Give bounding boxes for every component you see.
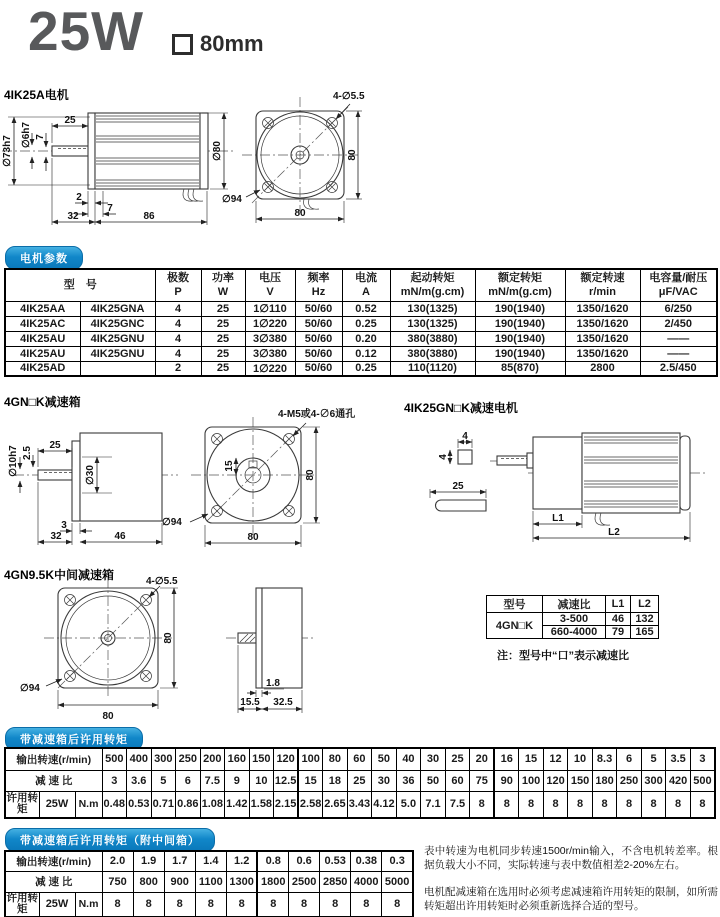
dim-label: 15.5	[240, 697, 260, 708]
unit-label: N.m	[75, 892, 102, 917]
dim-label: 46	[114, 531, 126, 542]
motor-cell: 4IK25AC	[5, 316, 80, 331]
dim-label: 2.5	[22, 446, 33, 460]
motor-cell: 6/250	[640, 301, 717, 316]
speed-cell: 16	[494, 748, 519, 770]
motor-cell: 25	[201, 361, 245, 376]
torque-cell: 1.42	[225, 791, 250, 818]
torque-cell: 8	[133, 892, 164, 917]
power-label: 25W	[39, 791, 75, 818]
ratio-cell: 180	[592, 770, 617, 791]
gear-col-header: L1	[606, 596, 631, 613]
dim-label: 80	[102, 711, 114, 722]
dim-label: 2	[76, 192, 82, 203]
gear-cell: 79	[606, 626, 631, 639]
gear-dimension-table	[486, 595, 659, 639]
dim-label: 80	[247, 532, 259, 543]
torque-note: 电机配减速箱在选用时必须考虑减速箱许用转矩的限制，如所需转矩超出许用转矩时必须重新选择合适的型号。	[424, 886, 718, 912]
dim-label: 25	[64, 115, 76, 126]
ratio-cell: 1100	[195, 871, 226, 892]
motor-cell: 50/60	[295, 346, 342, 361]
speed-cell: 6	[617, 748, 642, 770]
motor-cell: 1∅110	[245, 301, 295, 316]
speed-cell: 10	[568, 748, 593, 770]
motor-cell: 4IK25AA	[5, 301, 80, 316]
frame-size-text: 80mm	[200, 31, 264, 56]
torque-cell: 8	[351, 892, 382, 917]
speed-cell: 250	[176, 748, 201, 770]
ratio-cell: 9	[225, 770, 250, 791]
motor-col-header: 频率 Hz	[295, 269, 342, 301]
motor-cell: 1350/1620	[565, 331, 640, 346]
dim-label: 80	[294, 208, 306, 219]
torque-label: 许用转矩	[6, 892, 38, 916]
square-symbol	[172, 34, 193, 55]
ratio-cell: 150	[568, 770, 593, 791]
motor-cell: 25	[201, 316, 245, 331]
speed-cell: 8.3	[592, 748, 617, 770]
dim-label: 25	[49, 440, 61, 451]
motor-heading: 4IK25A电机	[4, 88, 69, 102]
motor-cell: 0.52	[342, 301, 390, 316]
dim-label: 80	[347, 149, 358, 161]
dim-label: ∅10h7	[8, 445, 19, 477]
motor-cell: 190(1940)	[475, 331, 565, 346]
ratio-cell: 3.6	[127, 770, 152, 791]
ratio-cell: 5	[151, 770, 176, 791]
torque-cell: 8	[568, 791, 593, 818]
dim-label: 3	[61, 520, 67, 531]
ratio-cell: 1800	[257, 871, 288, 892]
motor-cell: 130(1325)	[390, 301, 475, 316]
power-label: 25W	[39, 892, 75, 917]
motor-cell: 4IK25AU	[5, 346, 80, 361]
mid-torque-pill: 带减速箱后许用转矩（附中间箱）	[5, 828, 215, 852]
mid-gearbox-heading: 4GN9.5K中间减速箱	[4, 568, 115, 582]
speed-cell: 150	[249, 748, 274, 770]
ratio-cell: 12.5	[274, 770, 299, 791]
dim-label: 4	[462, 431, 468, 442]
motor-cell: 110(1120)	[390, 361, 475, 376]
motor-cell: 4IK25GNC	[80, 316, 155, 331]
speed-cell: 0.8	[257, 851, 288, 871]
speed-cell: 200	[200, 748, 225, 770]
motor-cell: 0.20	[342, 331, 390, 346]
speed-cell: 50	[372, 748, 397, 770]
speed-cell: 60	[347, 748, 372, 770]
torque-cell: 8	[519, 791, 544, 818]
ratio-cell: 75	[470, 770, 495, 791]
dim-label: ∅94	[20, 683, 40, 694]
motor-cell: 4IK25GNU	[80, 346, 155, 361]
row-label: 输出转速(r/min)	[5, 851, 102, 871]
motor-cell: 380(3880)	[390, 331, 475, 346]
speed-cell: 5	[641, 748, 666, 770]
motor-cell: 190(1940)	[475, 316, 565, 331]
gearbox-drawing	[0, 403, 400, 558]
speed-cell: 1.4	[195, 851, 226, 871]
torque-cell: 4.12	[372, 791, 397, 818]
params-pill: 电机参数	[5, 246, 83, 270]
speed-cell: 300	[151, 748, 176, 770]
dim-label: 4-M5或4-∅6通孔	[278, 409, 356, 420]
speed-cell: 40	[396, 748, 421, 770]
gear-cell: 3-500	[543, 613, 606, 626]
torque-cell: 8	[226, 892, 257, 917]
motor-col-header: 额定转矩 mN/m(g.cm)	[475, 269, 565, 301]
ratio-cell: 10	[249, 770, 274, 791]
motor-cell: 50/60	[295, 316, 342, 331]
speed-cell: 1.7	[164, 851, 195, 871]
motor-cell: 2.5/450	[640, 361, 717, 376]
motor-cell: 4IK25AD	[5, 361, 80, 376]
speed-cell: 25	[445, 748, 470, 770]
motor-cell: 0.25	[342, 316, 390, 331]
dim-label: L1	[552, 513, 564, 524]
motor-col-header: 电流 A	[342, 269, 390, 301]
torque-cell: 8	[320, 892, 351, 917]
ratio-cell: 250	[617, 770, 642, 791]
gear-col-header: L2	[631, 596, 659, 613]
torque-cell: 8	[470, 791, 495, 818]
gearmotor-heading: 4IK25GN□K减速电机	[404, 401, 518, 415]
torque-cell: 0.71	[151, 791, 176, 818]
speed-cell: 0.3	[382, 851, 413, 871]
motor-cell: 2800	[565, 361, 640, 376]
ratio-cell: 90	[494, 770, 519, 791]
motor-col-header: 极数 P	[155, 269, 201, 301]
ratio-cell: 800	[133, 871, 164, 892]
motor-cell: 4	[155, 301, 201, 316]
motor-cell: 25	[201, 301, 245, 316]
dim-label: 4-∅5.5	[333, 91, 365, 102]
torque-cell: 8	[690, 791, 715, 818]
ratio-cell: 500	[690, 770, 715, 791]
gearbox-heading: 4GN□K减速箱	[4, 395, 81, 409]
motor-cell: 2/450	[640, 316, 717, 331]
torque-cell: 1.08	[200, 791, 225, 818]
ratio-cell: 2500	[289, 871, 320, 892]
torque-cell: 5.0	[396, 791, 421, 818]
torque-cell: 0.86	[176, 791, 201, 818]
motor-cell: 50/60	[295, 331, 342, 346]
motor-cell: 25	[201, 331, 245, 346]
torque-cell: 7.1	[421, 791, 446, 818]
motor-cell: 2	[155, 361, 201, 376]
torque-cell: 0.48	[102, 791, 127, 818]
dim-label: 4	[438, 454, 449, 460]
torque-cell: 2.58	[298, 791, 323, 818]
motor-cell: 4	[155, 316, 201, 331]
torque-label: 许用转矩	[5, 791, 39, 818]
gear-col-header: 减速比	[543, 596, 606, 613]
speed-cell: 0.38	[351, 851, 382, 871]
torque-cell: 8	[102, 892, 133, 917]
motor-cell	[80, 361, 155, 376]
dim-label: 32.5	[273, 697, 293, 708]
row-label: 输出转速(r/min)	[5, 748, 102, 770]
speed-cell: 160	[225, 748, 250, 770]
page-title	[28, 0, 145, 62]
torque-cell: 2.65	[323, 791, 348, 818]
motor-cell: 50/60	[295, 361, 342, 376]
dim-label: 1.8	[266, 678, 280, 689]
dim-label: ∅6h7	[21, 122, 32, 148]
torque-cell: 8	[617, 791, 642, 818]
ratio-cell: 900	[164, 871, 195, 892]
dim-label: 7	[107, 203, 113, 214]
motor-cell: ——	[640, 346, 717, 361]
torque-cell: 8	[666, 791, 691, 818]
motor-cell: 190(1940)	[475, 346, 565, 361]
speed-note: 表中转速为电机同步转速1500r/min输入，不含电机转差率。根据负载大小不同，实际转速与表中数值相差2-20%左右。	[424, 845, 718, 871]
motor-cell: 4IK25GNA	[80, 301, 155, 316]
torque-pill: 带减速箱后许用转矩	[5, 727, 143, 751]
motor-cell: 130(1325)	[390, 316, 475, 331]
dim-label: 80	[305, 469, 316, 481]
motor-col-header: 型 号	[5, 269, 155, 301]
speed-cell: 30	[421, 748, 446, 770]
row-label: 减 速 比	[5, 871, 102, 892]
motor-cell: 1350/1620	[565, 301, 640, 316]
torque-cell: 8	[382, 892, 413, 917]
dim-label: ∅94	[162, 517, 182, 528]
row-label: 减 速 比	[5, 770, 102, 791]
frame-size	[172, 31, 264, 57]
motor-cell: 1∅220	[245, 361, 295, 376]
motor-cell: 1∅220	[245, 316, 295, 331]
ratio-cell: 7.5	[200, 770, 225, 791]
ratio-cell: 2850	[320, 871, 351, 892]
motor-cell: 4IK25AU	[5, 331, 80, 346]
torque-cell: 1.58	[249, 791, 274, 818]
dim-label: ∅30	[85, 465, 96, 485]
motor-cell: 25	[201, 346, 245, 361]
speed-cell: 3	[690, 748, 715, 770]
motor-cell: 190(1940)	[475, 301, 565, 316]
torque-cell: 2.15	[274, 791, 299, 818]
dim-label: ∅73h7	[2, 135, 13, 167]
ratio-cell: 36	[396, 770, 421, 791]
speed-cell: 20	[470, 748, 495, 770]
ratio-cell: 120	[543, 770, 568, 791]
ratio-cell: 420	[666, 770, 691, 791]
ratio-cell: 1300	[226, 871, 257, 892]
dim-label: 80	[163, 632, 174, 644]
torque-cell: 8	[257, 892, 288, 917]
speed-cell: 0.6	[289, 851, 320, 871]
ratio-cell: 30	[372, 770, 397, 791]
torque-cell: 3.43	[347, 791, 372, 818]
motor-cell: 0.25	[342, 361, 390, 376]
dim-label: ∅94	[222, 194, 242, 205]
speed-cell: 3.5	[666, 748, 691, 770]
speed-cell: 1.2	[226, 851, 257, 871]
speed-cell: 80	[323, 748, 348, 770]
gear-cell: 165	[631, 626, 659, 639]
ratio-cell: 60	[445, 770, 470, 791]
gear-cell: 132	[631, 613, 659, 626]
torque-cell: 7.5	[445, 791, 470, 818]
dim-label: 7	[35, 134, 46, 140]
torque-cell: 8	[164, 892, 195, 917]
motor-col-header: 功率 W	[201, 269, 245, 301]
motor-cell: 85(870)	[475, 361, 565, 376]
speed-cell: 0.53	[320, 851, 351, 871]
dim-label: 86	[143, 211, 155, 222]
motor-col-header: 电容量/耐压 μF/VAC	[640, 269, 717, 301]
motor-cell: 4	[155, 331, 201, 346]
torque-cell: 8	[592, 791, 617, 818]
dim-label: ∅80	[212, 141, 223, 161]
ratio-cell: 50	[421, 770, 446, 791]
gear-model-cell: 4GN□K	[487, 613, 543, 639]
speed-cell: 15	[519, 748, 544, 770]
motor-cell: 3∅380	[245, 331, 295, 346]
gearmotor-drawing	[400, 412, 720, 558]
dim-label: 25	[452, 481, 464, 492]
unit-label: N.m	[75, 791, 102, 818]
torque-cell: 8	[543, 791, 568, 818]
ratio-cell: 4000	[351, 871, 382, 892]
speed-cell: 12	[543, 748, 568, 770]
motor-cell: 1350/1620	[565, 316, 640, 331]
motor-col-header: 电压 V	[245, 269, 295, 301]
speed-cell: 2.0	[102, 851, 133, 871]
motor-cell: 1350/1620	[565, 346, 640, 361]
motor-cell: 3∅380	[245, 346, 295, 361]
dim-label: L2	[608, 527, 620, 538]
ratio-cell: 100	[519, 770, 544, 791]
motor-col-header: 起动转矩 mN/m(g.cm)	[390, 269, 475, 301]
motor-cell: 4IK25GNU	[80, 331, 155, 346]
ratio-cell: 5000	[382, 871, 413, 892]
dim-label: 15	[224, 460, 235, 472]
torque-cell: 8	[289, 892, 320, 917]
mid-gearbox-drawing	[0, 576, 340, 726]
ratio-cell: 6	[176, 770, 201, 791]
speed-cell: 120	[274, 748, 299, 770]
ratio-cell: 3	[102, 770, 127, 791]
speed-cell: 100	[298, 748, 323, 770]
dim-label: 32	[50, 531, 62, 542]
speed-cell: 400	[127, 748, 152, 770]
motor-cell: 380(3880)	[390, 346, 475, 361]
motor-cell: 50/60	[295, 301, 342, 316]
motor-col-header: 额定转速 r/min	[565, 269, 640, 301]
ratio-cell: 18	[323, 770, 348, 791]
motor-cell: 4	[155, 346, 201, 361]
gear-cell: 46	[606, 613, 631, 626]
motor-drawing	[0, 85, 720, 243]
gear-table-note: 注：型号中“口”表示减速比	[497, 650, 629, 662]
ratio-cell: 750	[102, 871, 133, 892]
dim-label: 32	[67, 211, 79, 222]
torque-cell: 8	[641, 791, 666, 818]
motor-cell: 0.12	[342, 346, 390, 361]
mid-torque-table	[4, 850, 414, 917]
torque-cell: 8	[195, 892, 226, 917]
ratio-cell: 25	[347, 770, 372, 791]
dim-label: 4-∅5.5	[146, 576, 178, 587]
speed-cell: 1.9	[133, 851, 164, 871]
speed-cell: 500	[102, 748, 127, 770]
torque-cell: 0.53	[127, 791, 152, 818]
ratio-cell: 15	[298, 770, 323, 791]
gear-cell: 660-4000	[543, 626, 606, 639]
gear-col-header: 型号	[487, 596, 543, 613]
ratio-cell: 300	[641, 770, 666, 791]
motor-cell: ——	[640, 331, 717, 346]
torque-table	[4, 747, 716, 819]
torque-cell: 8	[494, 791, 519, 818]
motor-params-table	[4, 268, 718, 377]
power-title: 25W	[28, 0, 145, 62]
